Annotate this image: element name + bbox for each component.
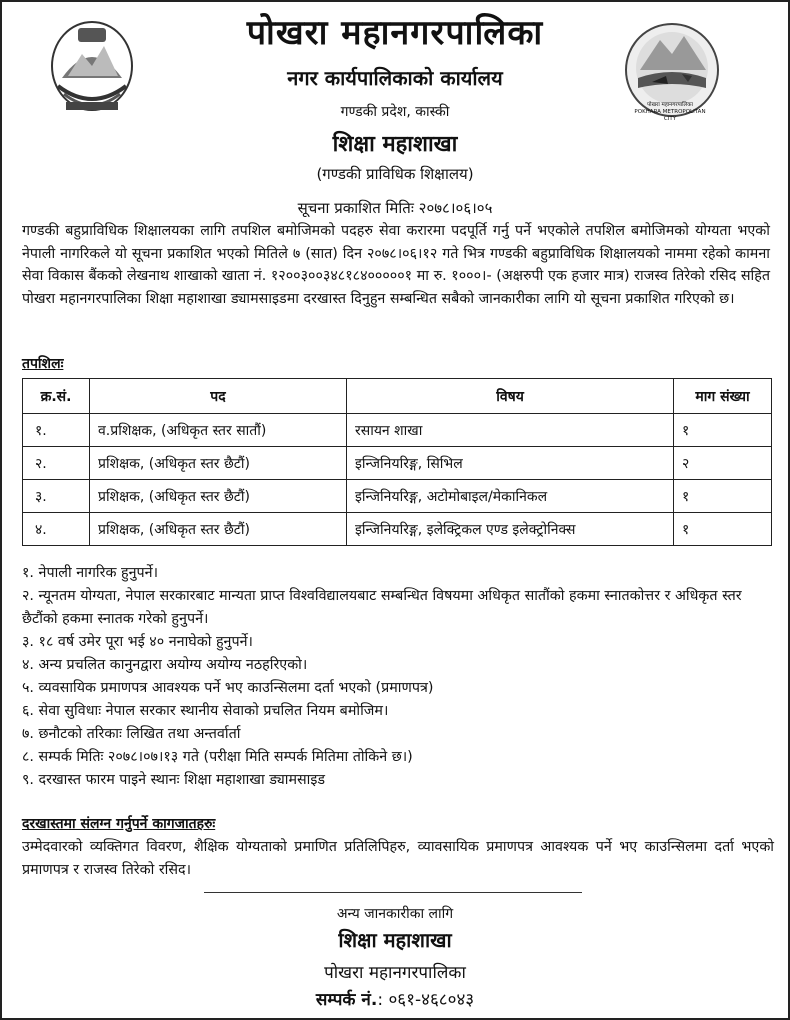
requirement-item: ९. दरखास्त फारम पाइने स्थानः शिक्षा महाशाखा ड्यामसाइड [22,772,326,788]
attachments-heading: दरखास्तमा संलग्न गर्नुपर्ने कागजातहरुः [22,816,216,832]
requirement-item: १. नेपाली नागरिक हुनुपर्ने। [22,565,158,581]
cell-count: १ [674,480,772,513]
details-label: तपशिलः [22,356,64,372]
cell-post: प्रशिक्षक, (अधिकृत स्तर छैटौं) [90,447,347,480]
requirement-item: ६. सेवा सुविधाः नेपाल सरकार स्थानीय सेवाको प्रचलित नियम बमोजिम। [22,703,389,719]
branch-title: शिक्षा महाशाखा [332,132,458,157]
table-row [23,447,772,480]
requirement-item: ४. अन्य प्रचलित कानुनद्वारा अयोग्य अयोग्य नठहरिएको। [22,657,308,673]
footer-branch: शिक्षा महाशाखा [338,928,452,952]
table-header-row [23,379,772,414]
cell-count: १ [674,513,772,546]
notice-body: गण्डकी बहुप्राविधिक शिक्षालयका लागि तपशिल बमोजिमको पदहरु सेवा करारमा पदपूर्ति गर्नु पर्ने भएकोले तपशिल बमोजिमको योग्यता भएको नेपाली नागरिकले यो सूचना प्रकाशित भएको मितिले ७ (सात) दिन २०७८।०६।१२ गते भित्र गण्डकी बहुप्राविधिक शिक्षालयको नाममा रहेको कामना सेवा विकास बैंकको लेखनाथ शाखाको खाता नं. १२००३००३४८१८४०००००१ मा रु. १०००।- (अक्षरुपी एक हजार मात्र) राजस्व तिरेको रसिद सहित पोखरा महानगरपालिका शिक्षा महाशाखा ड्यामसाइडमा दरखास्त दिनुहुन सम्बन्धित सबैको जानकारीका लागि यो सूचना प्रकाशित गरिएको छ। [22,223,770,307]
contact-number: : ०६१-४६८०४३ [377,990,475,1010]
col-header-count: माग संख्या [674,379,772,414]
logo-caption-nepali: पोखरा महानगरपालिका [647,102,693,108]
office-title: नगर कार्यपालिकाको कार्यालय [287,66,503,90]
cell-subject: इन्जिनियरिङ्ग, इलेक्ट्रिकल एण्ड इलेक्ट्रोनिक्स [347,513,674,546]
table-row [23,513,772,546]
table-row [23,414,772,447]
cell-sn: २. [23,447,90,480]
requirements-list [22,562,772,792]
requirement-item: २. न्यूनतम योग्यता, नेपाल सरकारबाट मान्यता प्राप्त विश्वविद्यालयबाट सम्बन्धित विषयमा अधिकृत सातौंको हकमा स्नातकोत्तर र अधिकृत स्तर छैटौंको हकमा स्नातक गरेको हुनुपर्ने। [22,588,742,627]
footer-contact [2,987,788,1010]
cell-subject: इन्जिनियरिङ्ग, अटोमोबाइल/मेकानिकल [347,480,674,513]
col-header-sn: क्र.सं. [23,379,90,414]
requirement-item: ३. १८ वर्ष उमेर पूरा भई ४० ननाघेको हुनुपर्ने। [22,634,253,650]
cell-post: प्रशिक्षक, (अधिकृत स्तर छैटौं) [90,513,347,546]
positions-table [22,378,772,546]
cell-sn: ४. [23,513,90,546]
col-header-post: पद [90,379,347,414]
school-name: (गण्डकी प्राविधिक शिक्षालय) [316,165,474,183]
cell-count: २ [674,447,772,480]
contact-label: सम्पर्क नं. [315,990,378,1010]
cell-sn: ३. [23,480,90,513]
footer-divider [204,892,582,893]
published-date: सूचना प्रकाशित मितिः २०७८।०६।०५ [297,199,493,217]
cell-count: १ [674,414,772,447]
footer-info-label: अन्य जानकारीका लागि [336,906,454,922]
requirement-item: ५. व्यवसायिक प्रमाणपत्र आवश्यक पर्ने भए काउन्सिलमा दर्ता भएको (प्रमाणपत्र) [22,680,434,696]
table-row [23,480,772,513]
requirement-item: ८. सम्पर्क मितिः २०७८।०७।१३ गते (परीक्षा मिति सम्पर्क मितिमा तोकिने छ।) [22,749,413,765]
requirement-item: ७. छनौटको तरिकाः लिखित तथा अन्तर्वार्ता [22,726,241,742]
org-title: पोखरा महानगरपालिका [246,13,544,53]
cell-post: व.प्रशिक्षक, (अधिकृत स्तर सातौं) [90,414,347,447]
cell-post: प्रशिक्षक, (अधिकृत स्तर छैटौं) [90,480,347,513]
footer-org: पोखरा महानगरपालिका [324,963,466,983]
logo-caption-english: POKHARA METROPOLITAN CITY [634,109,706,122]
cell-subject: इन्जिनियरिङ्ग, सिभिल [347,447,674,480]
attachments-text: उम्मेदवारको व्यक्तिगत विवरण, शैक्षिक योग्यताको प्रमाणित प्रतिलिपिहरु, व्यावसायिक प्रमाणपत्र आवश्यक पर्ने भए काउन्सिलमा दर्ता भएको प्रमाणपत्र र राजस्व तिरेको रसिद। [22,839,774,878]
col-header-subject: विषय [347,379,674,414]
location-text: गण्डकी प्रदेश, कास्की [340,104,450,120]
cell-sn: १. [23,414,90,447]
cell-subject: रसायन शाखा [347,414,674,447]
